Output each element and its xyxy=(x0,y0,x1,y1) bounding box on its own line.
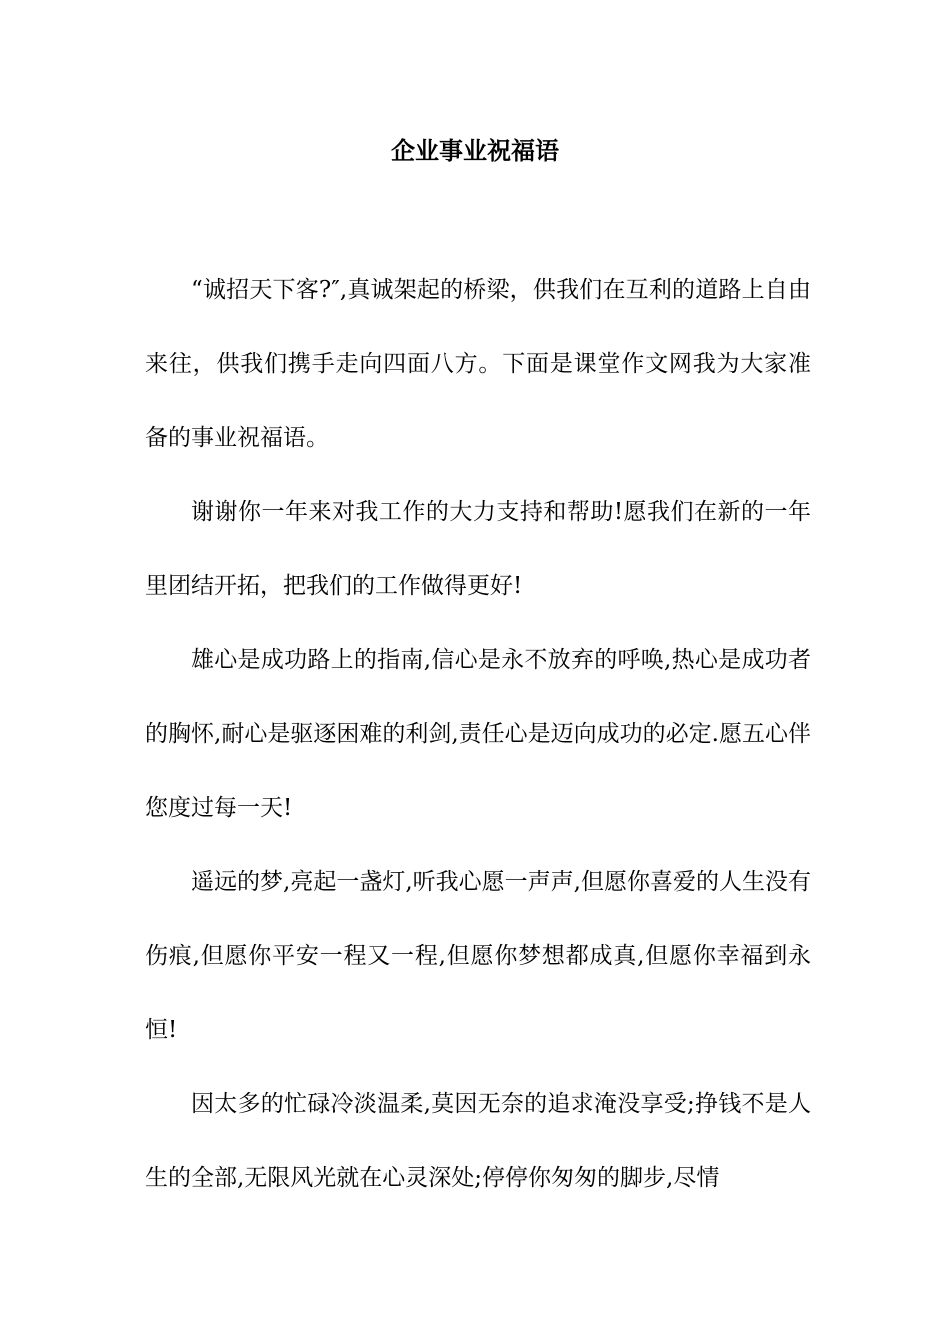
paragraph-intro: “诚招天下客?″,真诚架起的桥梁，供我们在互利的道路上自由来往，供我们携手走向四面八方。下面是课堂作文网我为大家准备的事业祝福语。 xyxy=(145,277,811,451)
paragraph-busy-life: 因太多的忙碌冷淡温柔,莫因无奈的追求淹没享受;挣钱不是人生的全部,无限风光就在心灵深处;停停你匆匆的脚步,尽情 xyxy=(145,1091,811,1191)
paragraph-distant-dream: 遥远的梦,亮起一盏灯,听我心愿一声声,但愿你喜爱的人生没有伤痕,但愿你平安一程又一程,但愿你梦想都成真,但愿你幸福到永恒! xyxy=(145,869,811,1043)
document-title: 企业事业祝福语 xyxy=(391,136,559,165)
document-body xyxy=(145,253,811,1215)
paragraph-five-hearts: 雄心是成功路上的指南,信心是永不放弃的呼唤,热心是成功者的胸怀,耐心是驱逐困难的利剑,责任心是迈向成功的必定.愿五心伴您度过每一天! xyxy=(145,647,811,821)
paragraph-thanks: 谢谢你一年来对我工作的大力支持和帮助!愿我们在新的一年里团结开拓，把我们的工作做得更好! xyxy=(145,499,811,599)
